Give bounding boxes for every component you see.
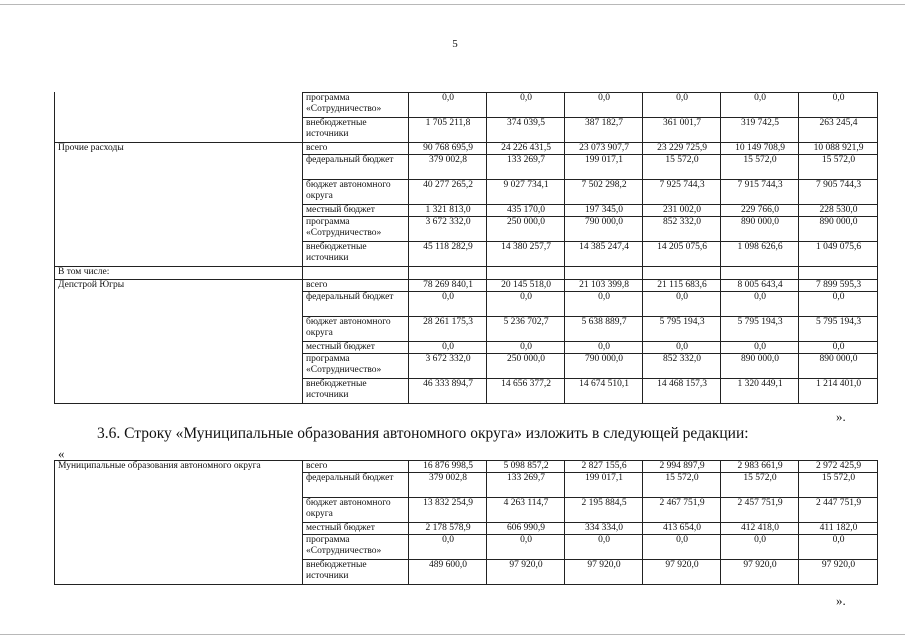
table-row [55,217,878,242]
amount-cell: 2 457 751,9 [721,498,799,523]
amount-cell: 374 039,5 [487,118,565,143]
funding-source: внебюджетные источники [303,379,409,404]
amount-cell: 379 002,8 [409,473,487,498]
table-row [55,180,878,205]
amount-cell: 199 017,1 [565,155,643,180]
amount-cell: 489 600,0 [409,560,487,585]
amount-cell: 0,0 [799,535,878,560]
row-label: Муниципальные образования автономного округа [55,461,303,473]
amount-cell: 2 195 884,5 [565,498,643,523]
table-row [55,379,878,404]
amount-cell: 0,0 [565,342,643,354]
table-row [55,118,878,143]
table-row [55,292,878,317]
table-row [55,93,878,118]
amount-cell: 16 876 998,5 [409,461,487,473]
amount-cell: 0,0 [487,342,565,354]
table-row [55,317,878,342]
scan-edge-bottom [0,634,905,635]
row-label [55,354,303,379]
table-row [55,354,878,379]
row-label [55,523,303,535]
amount-cell: 0,0 [799,93,878,118]
funding-source: внебюджетные источники [303,560,409,585]
amount-cell: 21 103 399,8 [565,280,643,292]
amount-cell: 790 000,0 [565,217,643,242]
amount-cell: 0,0 [643,535,721,560]
amount-cell: 0,0 [409,535,487,560]
amount-cell: 133 269,7 [487,155,565,180]
amount-cell: 5 795 194,3 [721,317,799,342]
amount-cell: 15 572,0 [643,473,721,498]
municipal-table-body [55,461,878,585]
row-label: Прочие расходы [55,143,303,155]
amount-cell: 5 098 857,2 [487,461,565,473]
amount-cell: 790 000,0 [565,354,643,379]
amount-cell: 0,0 [721,292,799,317]
amount-cell: 97 920,0 [565,560,643,585]
amount-cell: 14 656 377,2 [487,379,565,404]
amount-cell: 0,0 [487,93,565,118]
table-row [55,155,878,180]
amount-cell: 250 000,0 [487,354,565,379]
amount-cell: 5 795 194,3 [799,317,878,342]
closing-quote-final: ». [836,593,846,608]
amount-cell: 15 572,0 [721,473,799,498]
amount-cell: 0,0 [565,93,643,118]
amount-cell [565,267,643,280]
amount-cell: 231 002,0 [643,205,721,217]
amendment-instruction: 3.6. Строку «Муниципальные образования автономного округа» изложить в следующей редакции: [97,425,749,442]
funding-source: внебюджетные источники [303,242,409,267]
amount-cell: 852 332,0 [643,217,721,242]
amount-cell: 0,0 [799,342,878,354]
amount-cell: 3 672 332,0 [409,354,487,379]
amount-cell: 852 332,0 [643,354,721,379]
amount-cell: 1 321 813,0 [409,205,487,217]
amount-cell: 250 000,0 [487,217,565,242]
row-label [55,217,303,242]
amount-cell: 1 214 401,0 [799,379,878,404]
amount-cell: 2 972 425,9 [799,461,878,473]
funding-source: программа «Сотрудничество» [303,354,409,379]
amount-cell: 28 261 175,3 [409,317,487,342]
table-row [55,280,878,292]
page-number: 5 [452,38,458,50]
amount-cell: 14 385 247,4 [565,242,643,267]
amount-cell: 0,0 [409,93,487,118]
funding-source: федеральный бюджет [303,292,409,317]
amount-cell: 20 145 518,0 [487,280,565,292]
amount-cell: 229 766,0 [721,205,799,217]
amount-cell: 2 983 661,9 [721,461,799,473]
amount-cell: 21 115 683,6 [643,280,721,292]
row-label [55,93,303,118]
amount-cell: 97 920,0 [721,560,799,585]
funding-source: программа «Сотрудничество» [303,93,409,118]
amount-cell: 15 572,0 [643,155,721,180]
row-label [55,292,303,317]
amount-cell: 361 001,7 [643,118,721,143]
amount-cell: 40 277 265,2 [409,180,487,205]
amount-cell: 14 674 510,1 [565,379,643,404]
row-label [55,560,303,585]
amount-cell: 0,0 [487,292,565,317]
funding-source: бюджет автономного округа [303,317,409,342]
row-label [55,473,303,498]
funding-source: внебюджетные источники [303,118,409,143]
table-row [55,143,878,155]
row-label [55,535,303,560]
amount-cell: 0,0 [565,535,643,560]
amount-cell: 14 380 257,7 [487,242,565,267]
amount-cell: 411 182,0 [799,523,878,535]
amount-cell: 412 418,0 [721,523,799,535]
amount-cell: 0,0 [643,93,721,118]
amount-cell: 97 920,0 [643,560,721,585]
amount-cell: 8 005 643,4 [721,280,799,292]
amount-cell: 319 742,5 [721,118,799,143]
amount-cell: 0,0 [721,342,799,354]
funding-table-continued [54,92,878,404]
table-row [55,523,878,535]
amount-cell: 97 920,0 [487,560,565,585]
funding-source: бюджет автономного округа [303,180,409,205]
amount-cell: 24 226 431,5 [487,143,565,155]
funding-source: местный бюджет [303,523,409,535]
amount-cell: 387 182,7 [565,118,643,143]
amount-cell: 2 827 155,6 [565,461,643,473]
amount-cell [799,267,878,280]
funding-source: местный бюджет [303,342,409,354]
amount-cell: 890 000,0 [799,354,878,379]
funding-source: программа «Сотрудничество» [303,535,409,560]
amount-cell: 1 320 449,1 [721,379,799,404]
amount-cell: 5 795 194,3 [643,317,721,342]
amount-cell: 2 178 578,9 [409,523,487,535]
amount-cell: 197 345,0 [565,205,643,217]
amount-cell [721,267,799,280]
amount-cell: 379 002,8 [409,155,487,180]
amount-cell: 45 118 282,9 [409,242,487,267]
table-row [55,242,878,267]
amount-cell: 334 334,0 [565,523,643,535]
funding-table-body [55,93,878,404]
amount-cell: 0,0 [721,93,799,118]
amount-cell: 0,0 [409,342,487,354]
scan-edge-top [0,4,905,5]
funding-source [303,267,409,280]
opening-quote: « [58,446,65,461]
funding-source: всего [303,280,409,292]
amount-cell: 0,0 [409,292,487,317]
municipal-funding-table [54,460,878,585]
amount-cell: 15 572,0 [721,155,799,180]
amount-cell: 263 245,4 [799,118,878,143]
amount-cell: 3 672 332,0 [409,217,487,242]
table-row [55,535,878,560]
amount-cell: 0,0 [799,292,878,317]
funding-source: всего [303,143,409,155]
table-row [55,498,878,523]
amount-cell: 10 149 708,9 [721,143,799,155]
amount-cell: 199 017,1 [565,473,643,498]
amount-cell: 0,0 [721,535,799,560]
funding-source: бюджет автономного округа [303,498,409,523]
amount-cell: 890 000,0 [721,354,799,379]
amount-cell: 5 236 702,7 [487,317,565,342]
amount-cell: 1 049 075,6 [799,242,878,267]
amount-cell: 5 638 889,7 [565,317,643,342]
table-row [55,267,878,280]
amount-cell: 890 000,0 [721,217,799,242]
funding-source: программа «Сотрудничество» [303,217,409,242]
amount-cell: 1 705 211,8 [409,118,487,143]
amount-cell: 10 088 921,9 [799,143,878,155]
row-label [55,205,303,217]
amount-cell: 15 572,0 [799,155,878,180]
amount-cell: 14 468 157,3 [643,379,721,404]
amount-cell: 2 447 751,9 [799,498,878,523]
table-row [55,205,878,217]
amount-cell: 228 530,0 [799,205,878,217]
amount-cell [409,267,487,280]
table-row [55,560,878,585]
amount-cell: 7 905 744,3 [799,180,878,205]
row-label: Депстрой Югры [55,280,303,292]
table-row [55,473,878,498]
amount-cell: 435 170,0 [487,205,565,217]
amount-cell: 413 654,0 [643,523,721,535]
row-label [55,379,303,404]
amount-cell: 4 263 114,7 [487,498,565,523]
amount-cell: 15 572,0 [799,473,878,498]
amount-cell: 606 990,9 [487,523,565,535]
row-label [55,342,303,354]
table-row [55,342,878,354]
amount-cell: 7 915 744,3 [721,180,799,205]
funding-source: местный бюджет [303,205,409,217]
row-label [55,155,303,180]
amount-cell: 2 994 897,9 [643,461,721,473]
row-label [55,498,303,523]
amount-cell: 0,0 [643,342,721,354]
amount-cell: 78 269 840,1 [409,280,487,292]
amount-cell: 0,0 [565,292,643,317]
amount-cell [487,267,565,280]
amount-cell: 133 269,7 [487,473,565,498]
amount-cell: 90 768 695,9 [409,143,487,155]
amount-cell: 46 333 894,7 [409,379,487,404]
amount-cell: 97 920,0 [799,560,878,585]
amount-cell: 0,0 [643,292,721,317]
amount-cell: 7 502 298,2 [565,180,643,205]
amount-cell [643,267,721,280]
table-row [55,461,878,473]
amount-cell: 890 000,0 [799,217,878,242]
amount-cell: 14 205 075,6 [643,242,721,267]
closing-quote: ». [836,409,846,424]
row-label [55,180,303,205]
amount-cell: 23 229 725,9 [643,143,721,155]
amount-cell: 2 467 751,9 [643,498,721,523]
amount-cell: 23 073 907,7 [565,143,643,155]
funding-source: всего [303,461,409,473]
row-label [55,242,303,267]
amount-cell: 7 925 744,3 [643,180,721,205]
row-label: В том числе: [55,267,303,280]
amount-cell: 7 899 595,3 [799,280,878,292]
amount-cell: 13 832 254,9 [409,498,487,523]
row-label [55,118,303,143]
funding-source: федеральный бюджет [303,473,409,498]
amount-cell: 1 098 626,6 [721,242,799,267]
row-label [55,317,303,342]
amount-cell: 0,0 [487,535,565,560]
funding-source: федеральный бюджет [303,155,409,180]
amount-cell: 9 027 734,1 [487,180,565,205]
